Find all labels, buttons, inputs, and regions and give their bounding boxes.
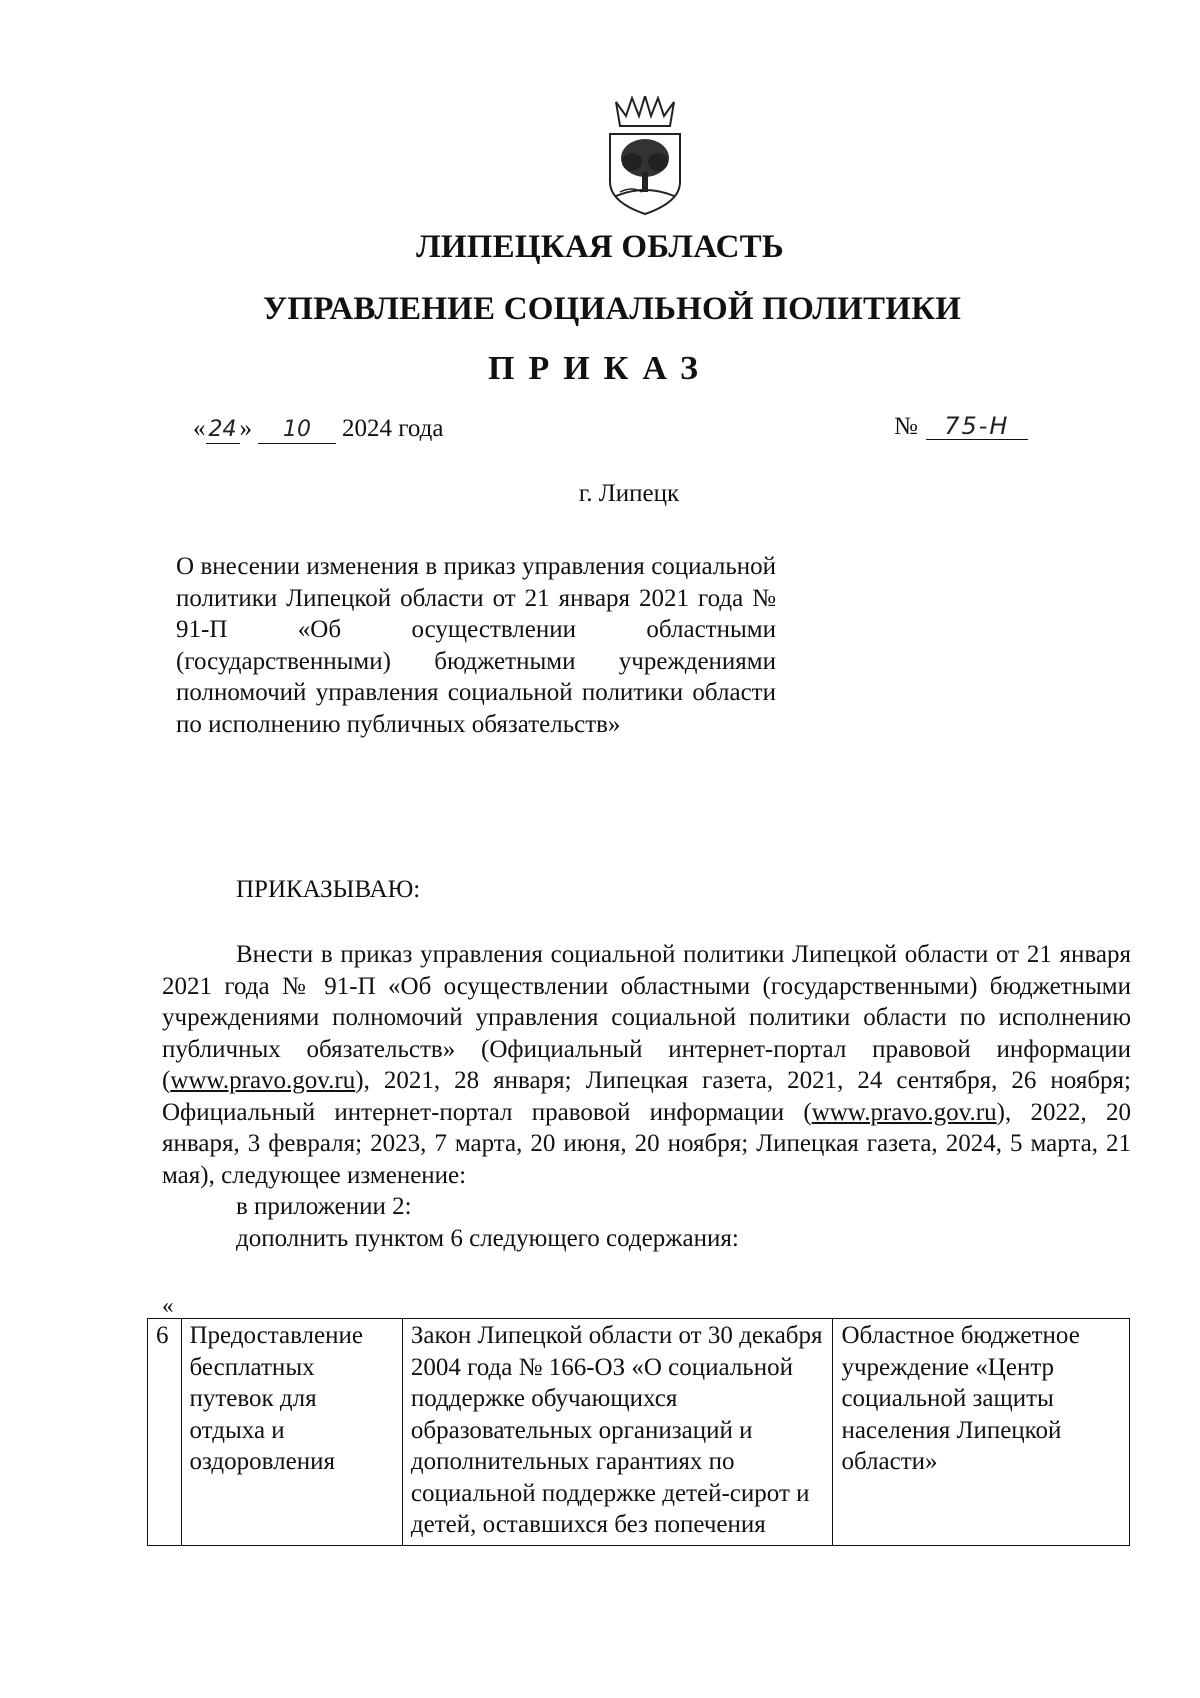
- pravo-link-1[interactable]: www.pravo.gov.ru: [170, 1067, 356, 1094]
- date-month: 10: [258, 417, 336, 444]
- department-title: УПРАВЛЕНИЕ СОЦИАЛЬНОЙ ПОЛИТИКИ: [262, 291, 962, 327]
- city-line: г. Липецк: [578, 480, 680, 507]
- number-value: 75-Н: [926, 413, 1028, 440]
- date-line: [193, 415, 443, 444]
- document-body: [162, 939, 1131, 1254]
- table-row: [148, 1319, 1130, 1546]
- document-type-title: ПРИКАЗ: [488, 350, 712, 387]
- date-day: 24: [206, 417, 240, 444]
- body-text-part-1: Внести в приказ управления социальной политики Липецкой области от 21 января 2021 года № 91-П «Об осуществлении областными (государственными) бюджетными учреждениями полномочий управления социальной политики области по исполнению публичных обязательств» (Официальный интернет-портал правовой информации (: [162, 941, 1131, 1094]
- coat-of-arms-icon: [602, 96, 688, 216]
- date-close-quote: »: [239, 415, 252, 442]
- table-open-quote: «: [162, 1293, 174, 1318]
- table-cell-service: Предоставление бесплатных путевок для отдыха и оздоровления: [181, 1319, 402, 1546]
- date-open-quote: «: [193, 415, 206, 442]
- appendix-table: [147, 1318, 1130, 1546]
- order-directive: ПРИКАЗЫВАЮ:: [236, 876, 421, 903]
- date-year: 2024 года: [342, 415, 444, 442]
- body-text-part-3: ), 2022, 20 января, 3 февраля; 2023, 7 марта, 20 июня, 20 ноября; Липецкая газета, 2024, 5 марта, 21 мая), следующее изменение:: [162, 1098, 1131, 1189]
- body-text-part-2: ), 2021, 28 января; Липецкая газета, 2021, 24 сентября, 26 ноября; Официальный интернет-портал правовой информации (: [162, 1067, 1131, 1126]
- table-cell-institution: Областное бюджетное учреждение «Центр социальной защиты населения Липецкой области»: [833, 1319, 1130, 1546]
- table-cell-law: Закон Липецкой области от 30 декабря 2004 года № 166-ОЗ «О социальной поддержке обучающихся образовательных организаций и дополнительных гарантиях по социальной поддержке детей-сирот и детей, оставшихся без попечения: [402, 1319, 833, 1546]
- document-subject: О внесении изменения в приказ управления социальной политики Липецкой области от 21 января 2021 года № 91-П «Об осуществлении областными (государственными) бюджетными учреждениями полномочий управления социальной политики области по исполнению публичных обязательств»: [176, 553, 776, 738]
- region-title: ЛИПЕЦКАЯ ОБЛАСТЬ: [416, 229, 784, 265]
- body-paragraph-1: [162, 939, 1131, 1191]
- body-paragraph-2: в приложении 2:: [236, 1193, 412, 1220]
- body-paragraph-3: дополнить пунктом 6 следующего содержания:: [236, 1224, 739, 1252]
- pravo-link-2[interactable]: www.pravo.gov.ru: [811, 1098, 997, 1126]
- number-sign: №: [894, 413, 918, 440]
- document-number: [894, 413, 1028, 441]
- table-cell-number: 6: [148, 1319, 182, 1546]
